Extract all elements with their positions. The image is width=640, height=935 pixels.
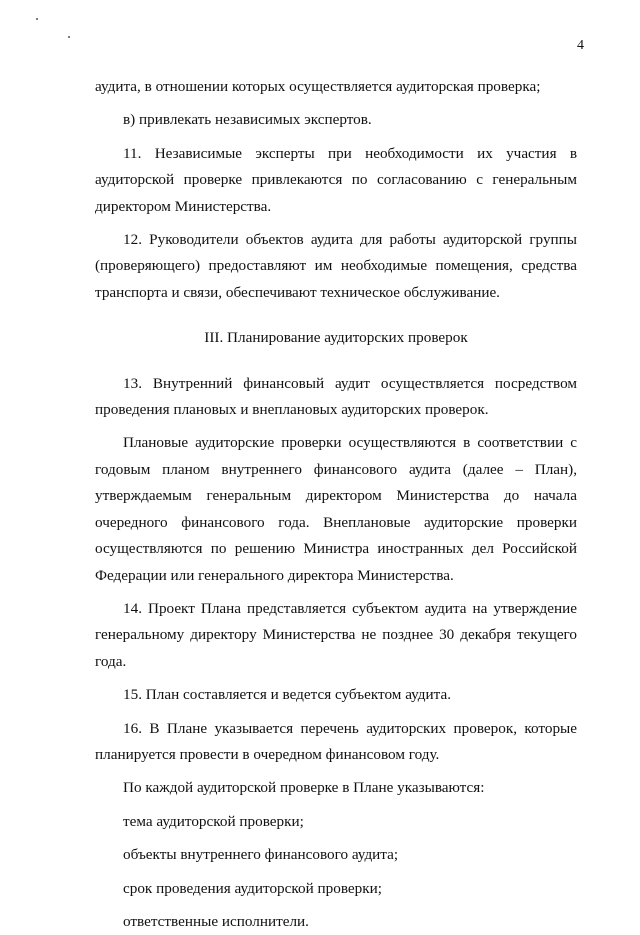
scan-speck — [36, 18, 38, 20]
paragraph-13: 13. Внутренний финансовый аудит осуществляется посредством проведения плановых и внеплановых аудиторских проверок. — [95, 374, 577, 419]
list-item-topic: тема аудиторской проверки; — [123, 812, 304, 830]
paragraph-plan-items-intro: По каждой аудиторской проверке в Плане указываются: — [123, 779, 485, 797]
scan-speck — [68, 36, 70, 38]
paragraph-continuation: аудита, в отношении которых осуществляется аудиторская проверка; — [95, 78, 541, 95]
paragraph-16: 16. В Плане указывается перечень аудиторских проверок, которые планируется провести в очередном финансовом году. — [95, 719, 577, 763]
document-body — [95, 74, 577, 935]
page-number: 4 — [577, 38, 584, 53]
list-item-deadline: срок проведения аудиторской проверки; — [123, 879, 382, 897]
list-item-executors: ответственные исполнители. — [123, 912, 309, 930]
paragraph-15: 15. План составляется и ведется субъектом аудита. — [123, 686, 452, 704]
list-item-v: в) привлекать независимых экспертов. — [123, 111, 372, 129]
paragraph-planned-audits: Плановые аудиторские проверки осуществляются в соответствии с годовым планом внутреннего финансового аудита (далее – План), утверждаемым генеральным директором Министерства до начала очередного финансового года. Внеплановые аудиторские проверки осуществляются по решению Министра иностранных дел Российской Федерации или генерального директора Министерства. — [95, 434, 577, 584]
paragraph-12: 12. Руководители объектов аудита для работы аудиторской группы (проверяющего) предоставляют им необходимые помещения, средства транспорта и связи, обеспечивают техническое обслуживание. — [95, 231, 577, 301]
list-item-objects: объекты внутреннего финансового аудита; — [123, 846, 399, 864]
paragraph-14: 14. Проект Плана представляется субъектом аудита на утверждение генеральному директору Министерства не позднее 30 декабря текущего года. — [95, 599, 577, 670]
section-heading: III. Планирование аудиторских проверок — [204, 329, 468, 347]
paragraph-11: 11. Независимые эксперты при необходимости их участия в аудиторской проверке привлекаются по согласованию с генеральным директором Министерства. — [95, 144, 577, 215]
